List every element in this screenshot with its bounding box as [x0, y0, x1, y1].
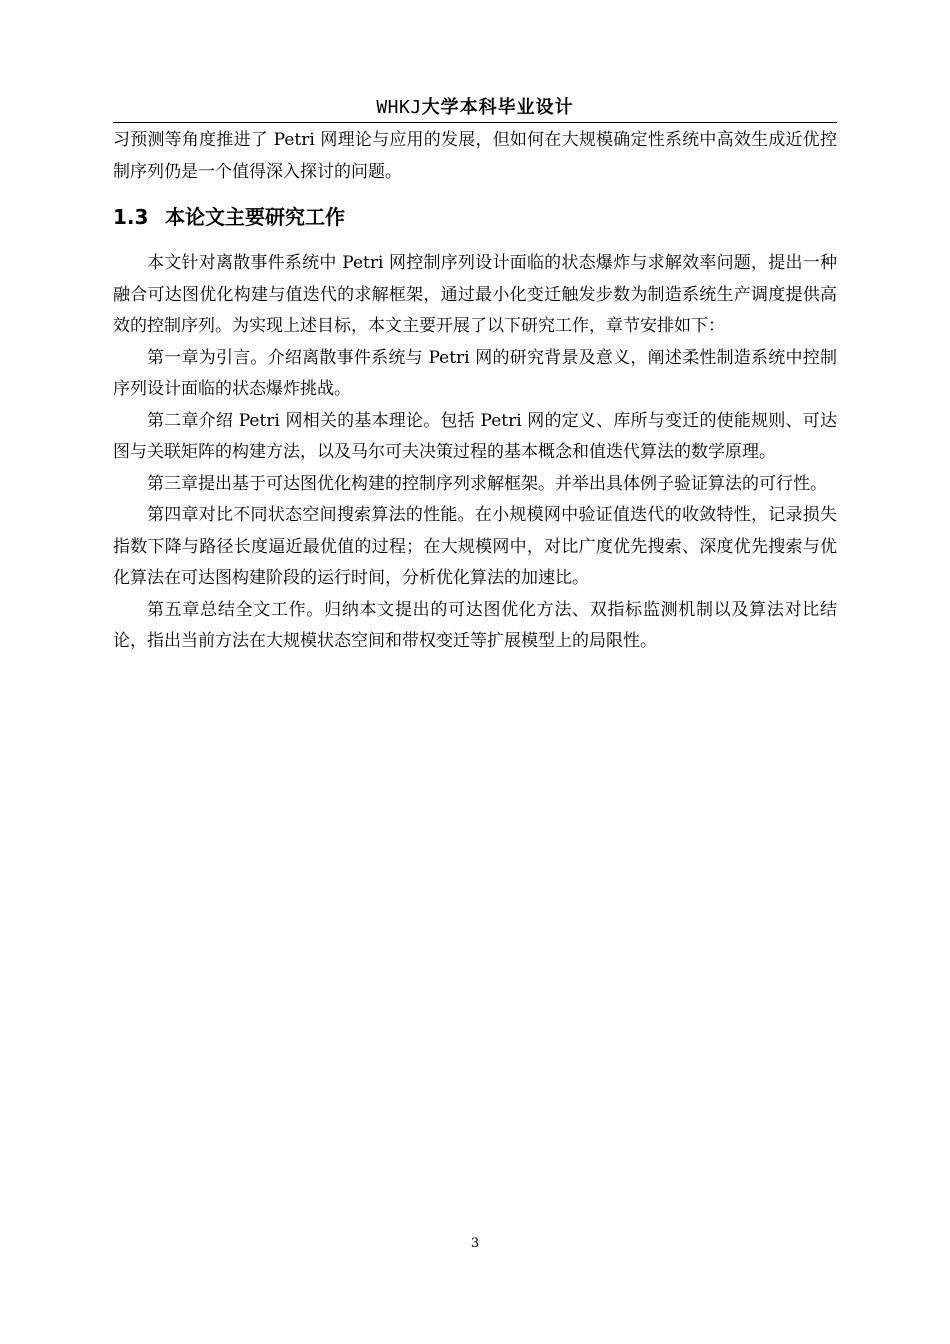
paragraph-chapter-4: 第四章对比不同状态空间搜索算法的性能。在小规模网中验证值迭代的收敛特性，记录损失指数下降与路径长度逼近最优值的过程；在大规模网中，对比广度优先搜索、深度优先搜索与优化算法在可达图构建阶段的运行时间，分析优化算法的加速比。 — [113, 505, 837, 588]
paragraph-chapter-3: 第三章提出基于可达图优化构建的控制序列求解框架。并举出具体例子验证算法的可行性。 — [147, 473, 827, 494]
section-number: 1.3 — [113, 205, 149, 229]
section-title: 本论文主要研究工作 — [165, 205, 345, 229]
paragraph-chapter-2: 第二章介绍 Petri 网相关的基本理论。包括 Petri 网的定义、库所与变迁的使能规则、可达图与关联矩阵的构建方法，以及马尔可夫决策过程的基本概念和值迭代算法的数学原理。 — [113, 410, 837, 462]
paragraph-chapter-1: 第一章为引言。介绍离散事件系统与 Petri 网的研究背景及意义，阐述柔性制造系统中控制序列设计面临的状态爆炸挑战。 — [113, 347, 837, 399]
page-number: 3 — [470, 1236, 480, 1251]
section-body — [113, 248, 837, 658]
paragraph-intro: 本文针对离散事件系统中 Petri 网控制序列设计面临的状态爆炸与求解效率问题，提出一种融合可达图优化构建与值迭代的求解框架，通过最小化变迁触发步数为制造系统生产调度提供高效的控制序列。为实现上述目标，本文主要开展了以下研究工作，章节安排如下： — [113, 253, 837, 336]
header-latin: WHKJ — [376, 97, 422, 118]
paragraph-chapter-5: 第五章总结全文工作。归纳本文提出的可达图优化方法、双指标监测机制以及算法对比结论，指出当前方法在大规模状态空间和带权变迁等扩展模型上的局限性。 — [113, 599, 837, 651]
continued-paragraph: 习预测等角度推进了 Petri 网理论与应用的发展，但如何在大规模确定性系统中高效生成近优控制序列仍是一个值得深入探讨的问题。 — [113, 130, 837, 182]
running-header — [113, 92, 837, 123]
header-title: 大学本科毕业设计 — [421, 97, 574, 118]
section-heading — [113, 200, 837, 234]
